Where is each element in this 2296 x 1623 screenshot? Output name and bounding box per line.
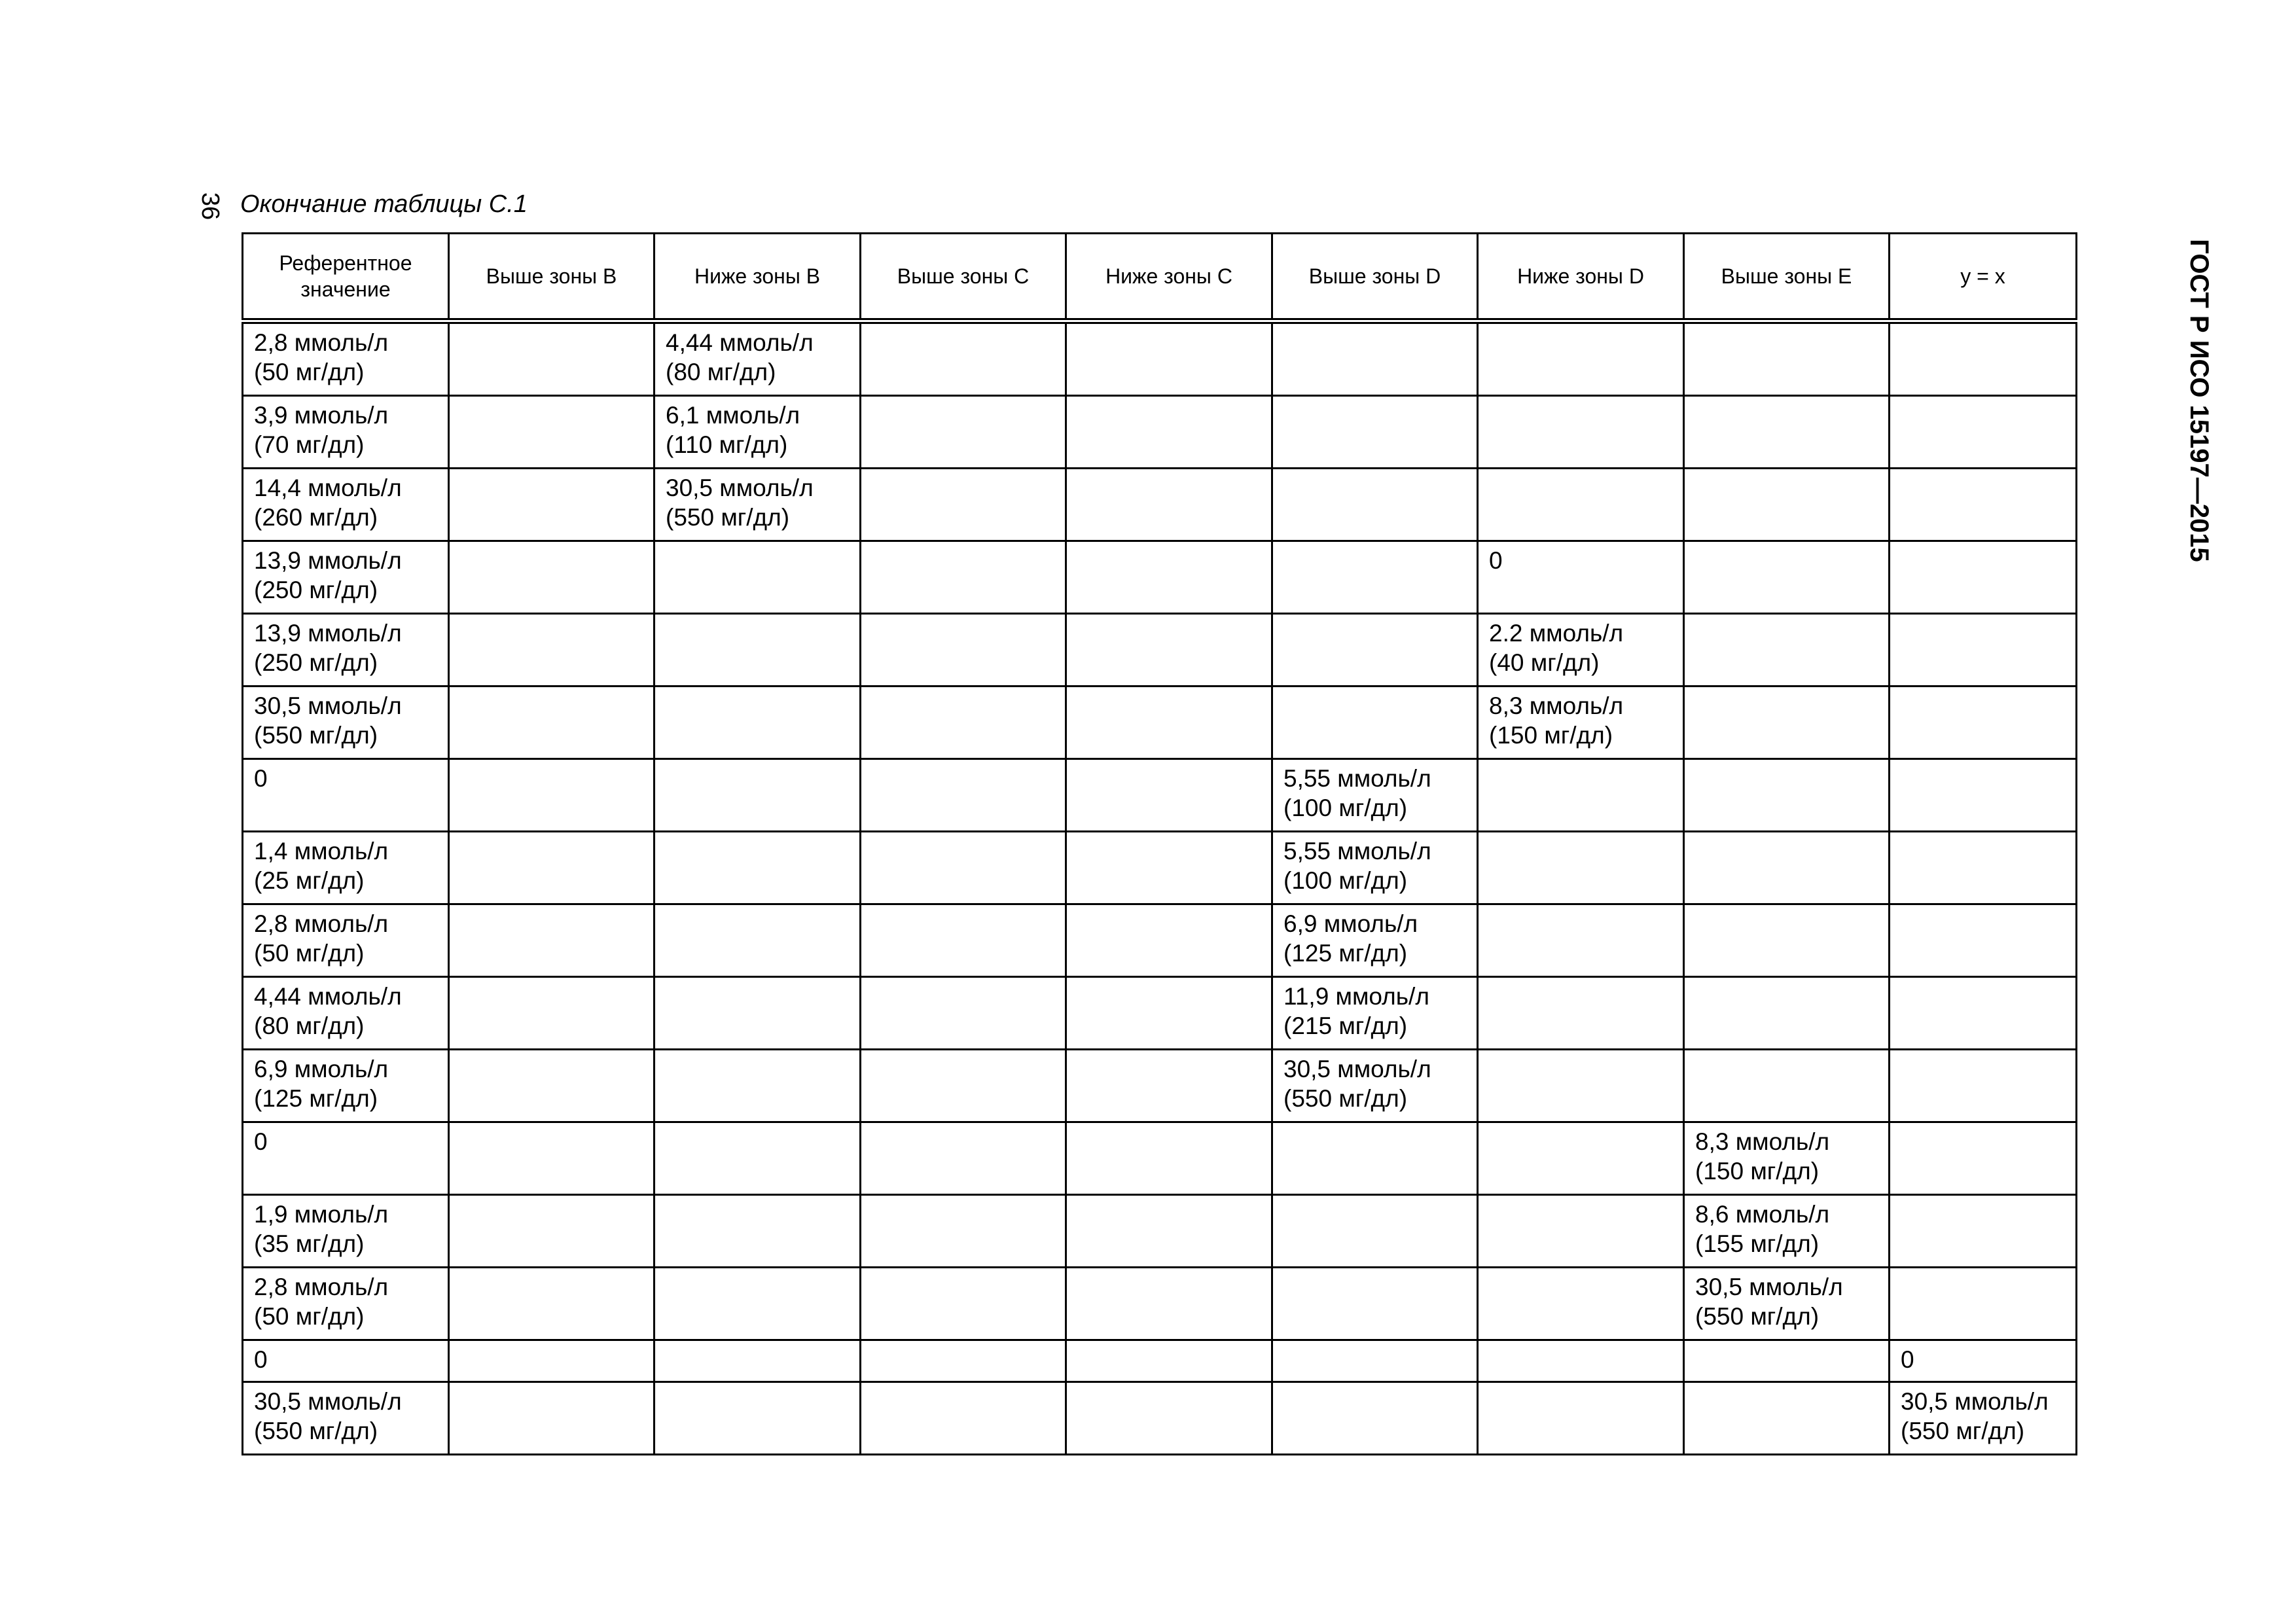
table-cell: 2,8 ммоль/л (50 мг/дл) (243, 1268, 449, 1340)
table-cell: 30,5 ммоль/л (550 мг/дл) (1272, 1050, 1478, 1122)
table-cell (1478, 1050, 1684, 1122)
table-cell (1890, 321, 2077, 396)
table-cell: 1,4 ммоль/л (25 мг/дл) (243, 832, 449, 904)
table-cell: 13,9 ммоль/л (250 мг/дл) (243, 541, 449, 614)
table-cell (1890, 759, 2077, 832)
table-cell (1272, 321, 1478, 396)
table-cell: 4,44 ммоль/л (80 мг/дл) (655, 321, 861, 396)
table-caption: Окончание таблицы С.1 (240, 190, 528, 218)
table-cell: 30,5 ммоль/л (550 мг/дл) (655, 469, 861, 541)
table-cell: 0 (243, 1122, 449, 1195)
table-cell (449, 541, 655, 614)
table-cell (1684, 904, 1890, 977)
table-row (243, 759, 2077, 832)
table-cell (1066, 1340, 1272, 1382)
column-header: y = x (1890, 234, 2077, 321)
table-cell (655, 1268, 861, 1340)
table-cell (1684, 832, 1890, 904)
table-cell (1684, 1050, 1890, 1122)
table-cell: 5,55 ммоль/л (100 мг/дл) (1272, 832, 1478, 904)
table-cell: 4,44 ммоль/л (80 мг/дл) (243, 977, 449, 1050)
table-cell (1066, 396, 1272, 469)
table-cell (1890, 1268, 2077, 1340)
table-cell (1684, 759, 1890, 832)
table-cell (861, 321, 1066, 396)
document-id: ГОСТ Р ИСО 15197—2015 (2185, 239, 2214, 562)
table-cell: 2,8 ммоль/л (50 мг/дл) (243, 904, 449, 977)
table-cell (1478, 904, 1684, 977)
table-cell (449, 1340, 655, 1382)
table-cell (449, 1195, 655, 1268)
table-cell (1890, 469, 2077, 541)
table-cell (449, 759, 655, 832)
table-cell (1478, 1382, 1684, 1455)
table-cell (1890, 687, 2077, 759)
table-row (243, 1195, 2077, 1268)
table-cell: 3,9 ммоль/л (70 мг/дл) (243, 396, 449, 469)
table-cell (1066, 1382, 1272, 1455)
table-cell (449, 469, 655, 541)
table-cell (1478, 977, 1684, 1050)
table-cell (1890, 396, 2077, 469)
table-cell: 0 (1890, 1340, 2077, 1382)
table-cell (1890, 1195, 2077, 1268)
table-cell (655, 614, 861, 687)
table-cell: 0 (243, 1340, 449, 1382)
table-cell: 30,5 ммоль/л (550 мг/дл) (243, 687, 449, 759)
table-cell: 30,5 ммоль/л (550 мг/дл) (1684, 1268, 1890, 1340)
table-row (243, 904, 2077, 977)
table-cell (1066, 1050, 1272, 1122)
table-cell (1478, 321, 1684, 396)
table-cell (655, 1195, 861, 1268)
table-row (243, 469, 2077, 541)
table-cell: 8,3 ммоль/л (150 мг/дл) (1478, 687, 1684, 759)
table-row (243, 1122, 2077, 1195)
table-cell (655, 1122, 861, 1195)
column-header: Выше зоны В (449, 234, 655, 321)
header-row (243, 234, 2077, 321)
table-cell: 30,5 ммоль/л (550 мг/дл) (1890, 1382, 2077, 1455)
table-cell (1890, 614, 2077, 687)
table-cell (1272, 1340, 1478, 1382)
table-cell (655, 759, 861, 832)
table-cell (861, 1195, 1066, 1268)
table-cell: 0 (243, 759, 449, 832)
table-cell (1066, 541, 1272, 614)
table-cell (1066, 977, 1272, 1050)
table-cell (1684, 1340, 1890, 1382)
table-cell (449, 1382, 655, 1455)
column-header: Выше зоны С (861, 234, 1066, 321)
table-cell: 8,6 ммоль/л (155 мг/дл) (1684, 1195, 1890, 1268)
table-cell: 8,3 ммоль/л (150 мг/дл) (1684, 1122, 1890, 1195)
table-cell: 6,9 ммоль/л (125 мг/дл) (1272, 904, 1478, 977)
table-cell (861, 1122, 1066, 1195)
table-cell: 13,9 ммоль/л (250 мг/дл) (243, 614, 449, 687)
column-header: Ниже зоны С (1066, 234, 1272, 321)
table-row (243, 977, 2077, 1050)
table-cell (449, 396, 655, 469)
table-cell: 11,9 ммоль/л (215 мг/дл) (1272, 977, 1478, 1050)
table-cell (1272, 469, 1478, 541)
data-table (242, 232, 2077, 1455)
table-cell: 1,9 ммоль/л (35 мг/дл) (243, 1195, 449, 1268)
table-cell (655, 1340, 861, 1382)
table-cell (655, 977, 861, 1050)
column-header: Выше зоны D (1272, 234, 1478, 321)
table-row (243, 832, 2077, 904)
table-cell (655, 904, 861, 977)
table-cell (449, 977, 655, 1050)
table-cell (1478, 469, 1684, 541)
table-cell (449, 321, 655, 396)
table-cell (1272, 1268, 1478, 1340)
table-cell (449, 832, 655, 904)
table-cell (1890, 541, 2077, 614)
table-cell (861, 396, 1066, 469)
table-cell (1478, 832, 1684, 904)
column-header: Выше зоны Е (1684, 234, 1890, 321)
table-cell (861, 1382, 1066, 1455)
table-cell (861, 541, 1066, 614)
table-cell (1066, 759, 1272, 832)
table-header (243, 234, 2077, 321)
table-cell (861, 614, 1066, 687)
table-cell (449, 1050, 655, 1122)
table-cell (1066, 1268, 1272, 1340)
table-cell (1272, 687, 1478, 759)
table-row (243, 614, 2077, 687)
column-header: Референтное значение (243, 234, 449, 321)
table-cell (861, 904, 1066, 977)
table-cell: 6,1 ммоль/л (110 мг/дл) (655, 396, 861, 469)
table-cell (1066, 1122, 1272, 1195)
table-row (243, 687, 2077, 759)
table-cell (861, 1340, 1066, 1382)
table-cell (861, 1050, 1066, 1122)
table-cell (1684, 1382, 1890, 1455)
table-cell (655, 1382, 861, 1455)
column-header: Ниже зоны D (1478, 234, 1684, 321)
table-cell (861, 977, 1066, 1050)
table-cell (1478, 1340, 1684, 1382)
table-cell (1684, 977, 1890, 1050)
table-row (243, 1340, 2077, 1382)
table-cell (861, 759, 1066, 832)
table-cell (1272, 1122, 1478, 1195)
table-row (243, 1268, 2077, 1340)
table-cell (1066, 1195, 1272, 1268)
table-cell (1684, 321, 1890, 396)
table-cell (1478, 759, 1684, 832)
table-row (243, 1382, 2077, 1455)
table-cell (1890, 1122, 2077, 1195)
table-cell (1066, 687, 1272, 759)
table-cell (449, 1122, 655, 1195)
table-cell (1066, 469, 1272, 541)
page-number: 36 (196, 192, 224, 221)
table-cell (1890, 977, 2077, 1050)
table-row (243, 541, 2077, 614)
table-cell (1272, 614, 1478, 687)
table-cell (1272, 541, 1478, 614)
table-cell (1272, 1195, 1478, 1268)
table-cell: 14,4 ммоль/л (260 мг/дл) (243, 469, 449, 541)
table-cell (1684, 614, 1890, 687)
table-row (243, 1050, 2077, 1122)
table-cell (1890, 1050, 2077, 1122)
table-row (243, 396, 2077, 469)
table-cell: 30,5 ммоль/л (550 мг/дл) (243, 1382, 449, 1455)
table-cell (449, 904, 655, 977)
table-cell (1478, 1122, 1684, 1195)
table-cell (1066, 832, 1272, 904)
table-cell (861, 687, 1066, 759)
table-cell: 2,8 ммоль/л (50 мг/дл) (243, 321, 449, 396)
column-header: Ниже зоны В (655, 234, 861, 321)
table-cell (655, 541, 861, 614)
table-cell (1684, 396, 1890, 469)
table-cell (1272, 1382, 1478, 1455)
table-cell (1272, 396, 1478, 469)
table-cell (1684, 541, 1890, 614)
table-cell (655, 687, 861, 759)
table-cell (1066, 614, 1272, 687)
table-cell (449, 1268, 655, 1340)
table-cell (1684, 469, 1890, 541)
table-body (243, 321, 2077, 1455)
table-cell: 2.2 ммоль/л (40 мг/дл) (1478, 614, 1684, 687)
table-cell (861, 832, 1066, 904)
table-cell (1478, 396, 1684, 469)
table-cell (1066, 321, 1272, 396)
table-row (243, 321, 2077, 396)
table-cell (1890, 832, 2077, 904)
table-cell: 5,55 ммоль/л (100 мг/дл) (1272, 759, 1478, 832)
table-cell (449, 614, 655, 687)
table-cell: 6,9 ммоль/л (125 мг/дл) (243, 1050, 449, 1122)
table-cell (861, 469, 1066, 541)
table-cell (655, 832, 861, 904)
table-cell (861, 1268, 1066, 1340)
table-cell (1478, 1195, 1684, 1268)
table-cell (1066, 904, 1272, 977)
table-cell (1890, 904, 2077, 977)
table-cell (655, 1050, 861, 1122)
table-cell (1684, 687, 1890, 759)
table-cell (1478, 1268, 1684, 1340)
table-cell (449, 687, 655, 759)
table-cell: 0 (1478, 541, 1684, 614)
